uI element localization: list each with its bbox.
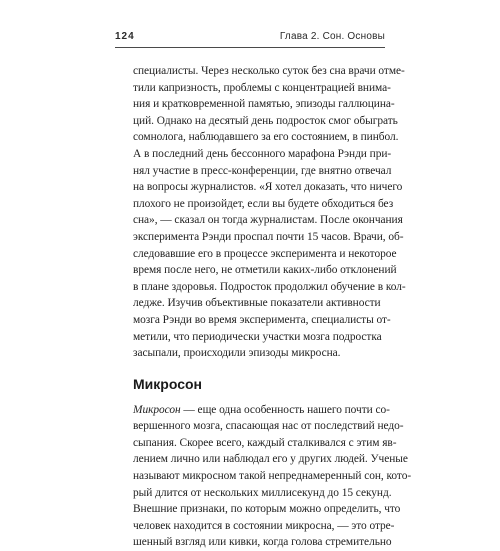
page-number: 124 [115,31,135,42]
paragraph-line: сыпания. Скорее всего, каждый сталкивался с этим яв- [133,436,397,449]
paragraph-line: специалисты. Через несколько суток без сна врачи отме- [133,65,405,77]
paragraph-line: эксперимента Рэнди проспал почти 15 часов. Врачи, об- [133,230,404,243]
paragraph-line: сомнолога, наблюдавшего за его состоянием, в пинбол. [133,131,399,144]
line-text: — еще одна особенность нашего почти со- [180,403,390,416]
paragraph-line: метили, что периодически участки мозга подростка [133,330,382,343]
header-rule [115,47,385,48]
paragraph-line: мозга Рэнди во время эксперимента, специалисты от- [133,313,391,326]
section-heading: Микросон [133,375,202,392]
paragraph-line: А в последний день бессонного марафона Рэнди при- [133,147,392,160]
paragraph [133,63,406,362]
paragraph-line: тили капризность, проблемы с концентрацией внима- [133,81,391,94]
paragraph-line: человек находится в состоянии микросна, — это отре- [133,519,395,532]
paragraph-line: Внешние признаки, по которым можно определить, что [133,503,401,516]
paragraph-line: рый длится от нескольких миллисекунд до 15 секунд. [133,486,392,499]
paragraph-line: плохого не произойдет, если вы будете обходиться без [133,197,394,210]
running-head [115,31,385,47]
paragraph-line: в плане здоровья. Подросток продолжил обучение в кол- [133,280,406,293]
term-italic: Микросон [133,403,181,416]
paragraph-line: следовавшие его в процессе эксперимента и некоторое [133,247,397,260]
paragraph-line: нял участие в пресс-конференции, где внятно отвечал [133,164,392,177]
paragraph-line: лением лично или наблюдал его у других людей. Ученые [133,453,408,466]
paragraph-line: ния и кратковременной памятью, эпизоды галлюцина- [133,98,395,111]
paragraph-line: засыпали, происходили эпизоды микросна. [133,347,341,360]
paragraph [133,402,412,551]
paragraph-line: называют микросном такой непреднамеренный сон, кото- [133,470,412,483]
paragraph-line: ций. Однако на десятый день подросток смог обыграть [133,114,398,127]
paragraph-line [133,402,390,419]
paragraph-line: сна», — сказал он тогда журналистам. После окончания [133,214,403,227]
paragraph-line: ледже. Изучив объективные показатели активности [133,297,381,310]
paragraph-line: на вопросы журналистов. «Я хотел доказать, что ничего [133,181,403,194]
paragraph-line: шенный взгляд или кивки, когда голова стремительно [133,536,392,549]
page-body [133,63,412,551]
paragraph-line: вершенного мозга, спасающая нас от последствий недо- [133,420,404,433]
paragraph-line: время после него, не отметили каких-либо отклонений [133,264,397,277]
chapter-title: Глава 2. Сон. Основы [279,31,385,42]
